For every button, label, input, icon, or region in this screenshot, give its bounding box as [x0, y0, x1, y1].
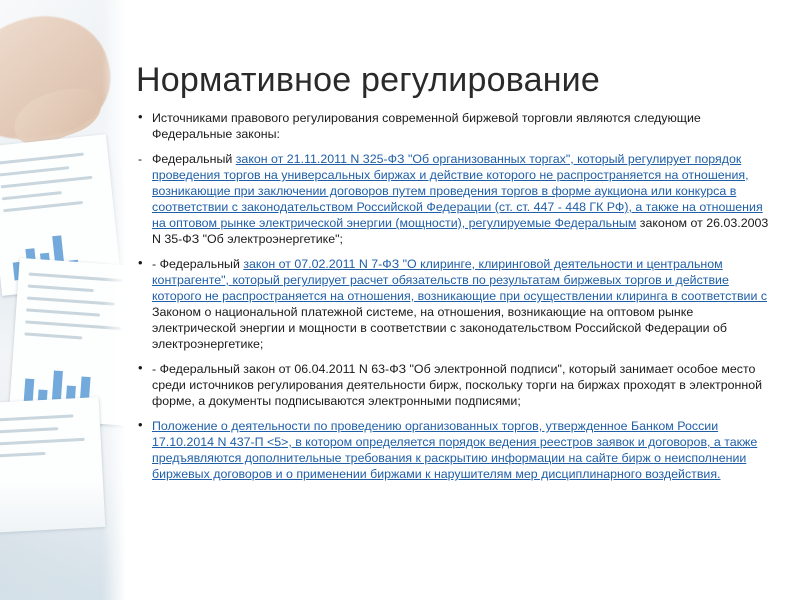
body-paragraph: [136, 110, 776, 142]
body-paragraph: [136, 418, 776, 482]
body-paragraph: [136, 361, 776, 409]
hyperlink-text[interactable]: закон от 21.11.2011 N 325-ФЗ "Об организованных торгах", который регулирует порядок проведения торгов на универсальных биржах и действие которого не распространяется на отношения, возникающие при заключении договоров путем проведения торгов в форме аукциона или конкурса в соответствии с законодательством Российской Федерации (ст. ст. 447 - 448 ГК РФ), а также на отношения на оптовом рынке электрической энергии (мощности), регулируемые Федеральным: [152, 152, 763, 230]
body-text: - Федеральный закон от 06.04.2011 N 63-ФЗ "Об электронной подписи", который занимает особое место среди источников регулирования деятельности бирж, поскольку торги на биржах проходят в электронной форме, а документы подписываются электронными подписями;: [152, 362, 763, 408]
body-text: Федеральный: [152, 152, 236, 166]
body-text: - Федеральный: [152, 257, 244, 271]
bullet-marker: •: [138, 360, 143, 375]
body-paragraph: [136, 151, 776, 247]
body-text: законом от 26.03.2003 N 35-ФЗ "Об электроэнергетике";: [152, 216, 769, 246]
bullet-marker: •: [138, 109, 143, 124]
slide-content: [128, 0, 800, 600]
hyperlink-text[interactable]: закон от 07.02.2011 N 7-ФЗ "О клиринге, клиринговой деятельности и центральном контрагенте", который регулирует расчет обязательств по результатам биржевых торгов и действие которого не распространяется на отношения, возникающие при осуществлении клиринга в соответствии с: [152, 257, 768, 303]
bullet-marker: •: [138, 255, 143, 270]
body-paragraph: [136, 256, 776, 352]
bullet-marker: •: [138, 417, 143, 432]
bullet-marker: -: [138, 152, 143, 166]
page-title: Нормативное регулирование: [136, 60, 600, 99]
slide-side-image: [0, 0, 128, 600]
hyperlink-text[interactable]: Положение о деятельности по проведению организованных торгов, утвержденное Банком России 17.10.2014 N 437-П <5>, в котором определяется порядок ведения реестров заявок и договоров, а также предъявляются дополнительные требования к раскрытию информации на сайте бирж о неисполнении биржевых договоров и о применении биржами к нарушителям мер дисциплинарного воздействия.: [152, 419, 758, 481]
body-text: Законом о национальной платежной системе, на отношения, возникающие на оптовом рынке электрической энергии и мощности в соответствии с законодательством Российской Федерации об электроэнергетике;: [152, 305, 728, 351]
slide-body: [136, 110, 776, 491]
body-text: Источниками правового регулирования современной биржевой торговли являются следующие Федеральные законы:: [152, 111, 701, 141]
photo-edge-fade: [102, 0, 128, 600]
